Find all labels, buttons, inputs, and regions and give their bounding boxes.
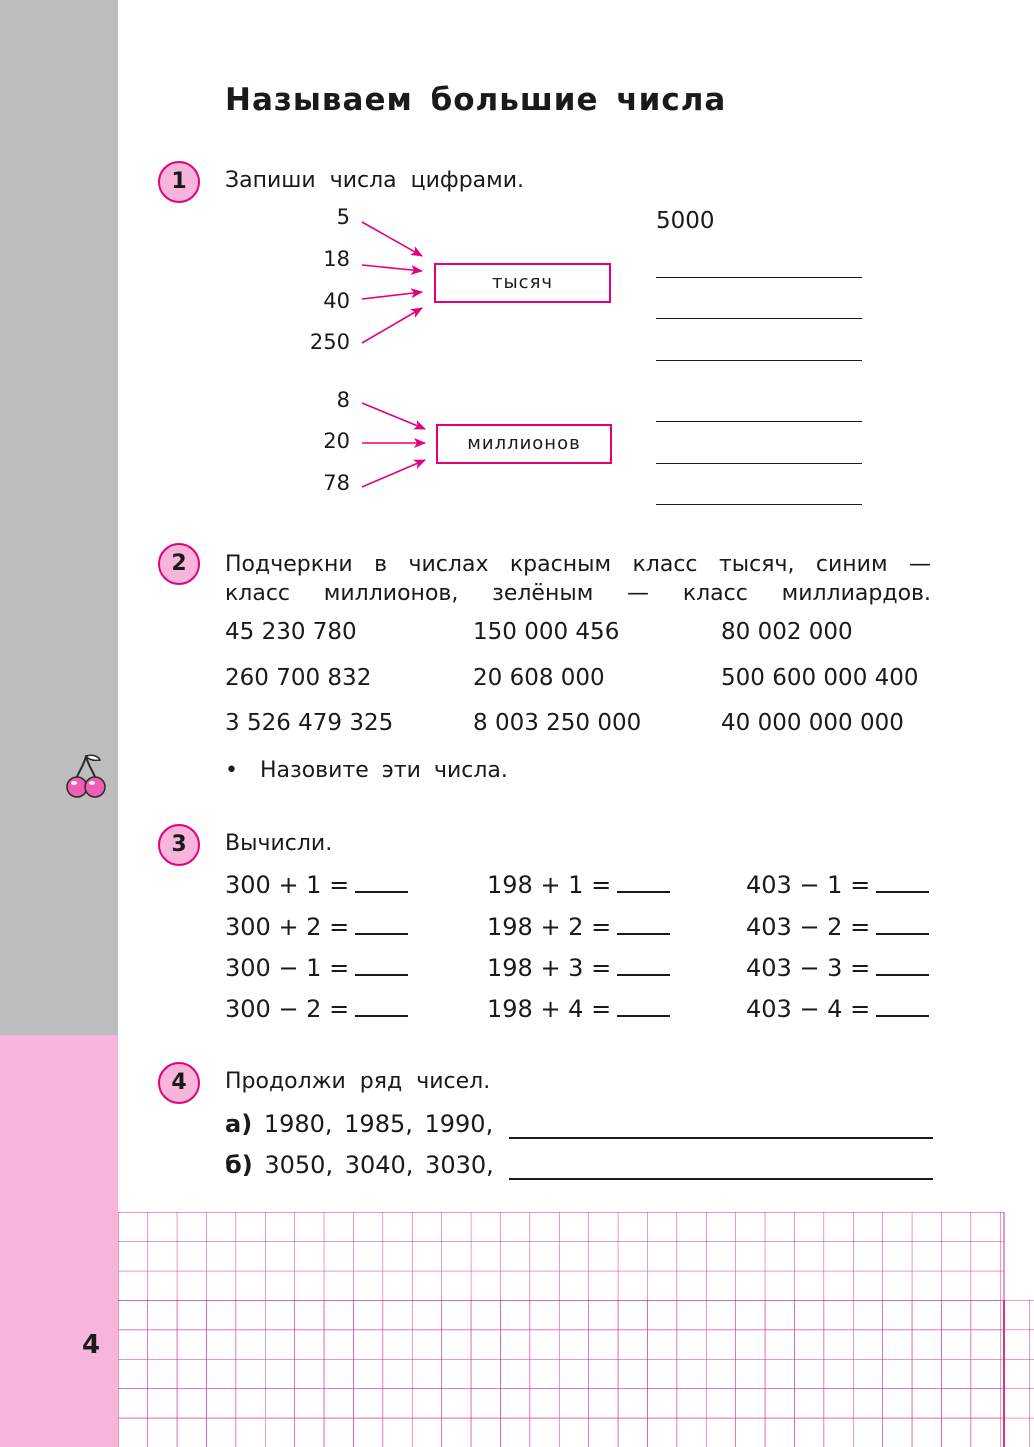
answer-blank[interactable] — [355, 995, 408, 1017]
answer-blank[interactable] — [355, 954, 408, 976]
side-strip-pink — [0, 1035, 118, 1447]
answer-blank[interactable] — [876, 871, 929, 893]
bullet-item — [225, 758, 508, 783]
page-number: 4 — [82, 1330, 101, 1360]
number-item: 500 600 000 400 — [721, 665, 919, 691]
answer-line[interactable] — [656, 318, 862, 319]
answer-blank[interactable] — [355, 913, 408, 935]
expression: 300 − 2 = — [225, 995, 408, 1023]
answer-blank[interactable] — [617, 995, 670, 1017]
expression: 300 − 1 = — [225, 954, 408, 982]
number-item: 80 002 000 — [721, 619, 853, 645]
number-item: 150 000 456 — [473, 619, 620, 645]
thousands-box: тысяч — [434, 263, 611, 303]
thousands-number: 5 — [336, 205, 350, 229]
expression: 198 + 4 = — [487, 995, 670, 1023]
arrow — [362, 308, 422, 343]
sequence-a-answer-line[interactable] — [509, 1137, 933, 1139]
task-2-text: Подчеркни в числах красным класс тысяч, синим — класс миллионов, зелёным — класс миллиардов. — [225, 552, 931, 606]
arrow — [362, 265, 422, 271]
expression: 198 + 1 = — [487, 871, 670, 899]
number-item: 3 526 479 325 — [225, 710, 394, 736]
millions-number: 20 — [323, 429, 350, 453]
expression: 403 − 2 = — [746, 913, 929, 941]
number-item: 260 700 832 — [225, 665, 372, 691]
answer-blank[interactable] — [617, 913, 670, 935]
number-item: 8 003 250 000 — [473, 710, 642, 736]
answer-blank[interactable] — [876, 995, 929, 1017]
millions-box: миллионов — [436, 424, 612, 464]
task-1-text: Запиши числа цифрами. — [225, 168, 525, 193]
task-2-badge: 2 — [158, 543, 200, 585]
task-4-badge: 4 — [158, 1062, 200, 1104]
bullet-dot: • — [225, 758, 238, 783]
number-item: 40 000 000 000 — [721, 710, 904, 736]
page-title: Называем большие числа — [225, 82, 727, 118]
arrow — [362, 403, 425, 429]
answer-blank[interactable] — [355, 871, 408, 893]
expression: 403 − 1 = — [746, 871, 929, 899]
cherry-icon — [64, 752, 108, 800]
answer-line[interactable] — [656, 463, 862, 464]
task-1-badge: 1 — [158, 161, 200, 203]
arrow — [362, 460, 425, 487]
expression: 300 + 2 = — [225, 913, 408, 941]
task-4-text: Продолжи ряд чисел. — [225, 1069, 491, 1094]
expression: 300 + 1 = — [225, 871, 408, 899]
arrow — [362, 292, 422, 299]
answer-blank[interactable] — [617, 954, 670, 976]
sequence-b: б) 3050, 3040, 3030, — [225, 1151, 494, 1179]
thousands-number: 250 — [309, 330, 350, 354]
sequence-b-answer-line[interactable] — [509, 1178, 933, 1180]
answer-line[interactable] — [656, 421, 862, 422]
thousands-number: 18 — [323, 247, 350, 271]
thousands-number: 40 — [323, 289, 350, 313]
answer-line[interactable] — [656, 504, 862, 505]
grid-paper — [118, 1212, 1034, 1447]
answer-blank[interactable] — [617, 871, 670, 893]
answer-line[interactable] — [656, 360, 862, 361]
task-3-badge: 3 — [158, 824, 200, 866]
millions-number: 8 — [336, 388, 350, 412]
expression: 198 + 2 = — [487, 913, 670, 941]
answer-line[interactable] — [656, 277, 862, 278]
bullet-text: Назовите эти числа. — [260, 758, 508, 783]
expression: 198 + 3 = — [487, 954, 670, 982]
answer-blank[interactable] — [876, 954, 929, 976]
answer-blank[interactable] — [876, 913, 929, 935]
task-3-text: Вычисли. — [225, 831, 333, 856]
number-item: 45 230 780 — [225, 619, 357, 645]
expression: 403 − 3 = — [746, 954, 929, 982]
sample-answer: 5000 — [656, 208, 715, 234]
sequence-a: а) 1980, 1985, 1990, — [225, 1110, 494, 1138]
expression: 403 − 4 = — [746, 995, 929, 1023]
arrow — [362, 222, 422, 256]
number-item: 20 608 000 — [473, 665, 605, 691]
millions-number: 78 — [323, 471, 350, 495]
